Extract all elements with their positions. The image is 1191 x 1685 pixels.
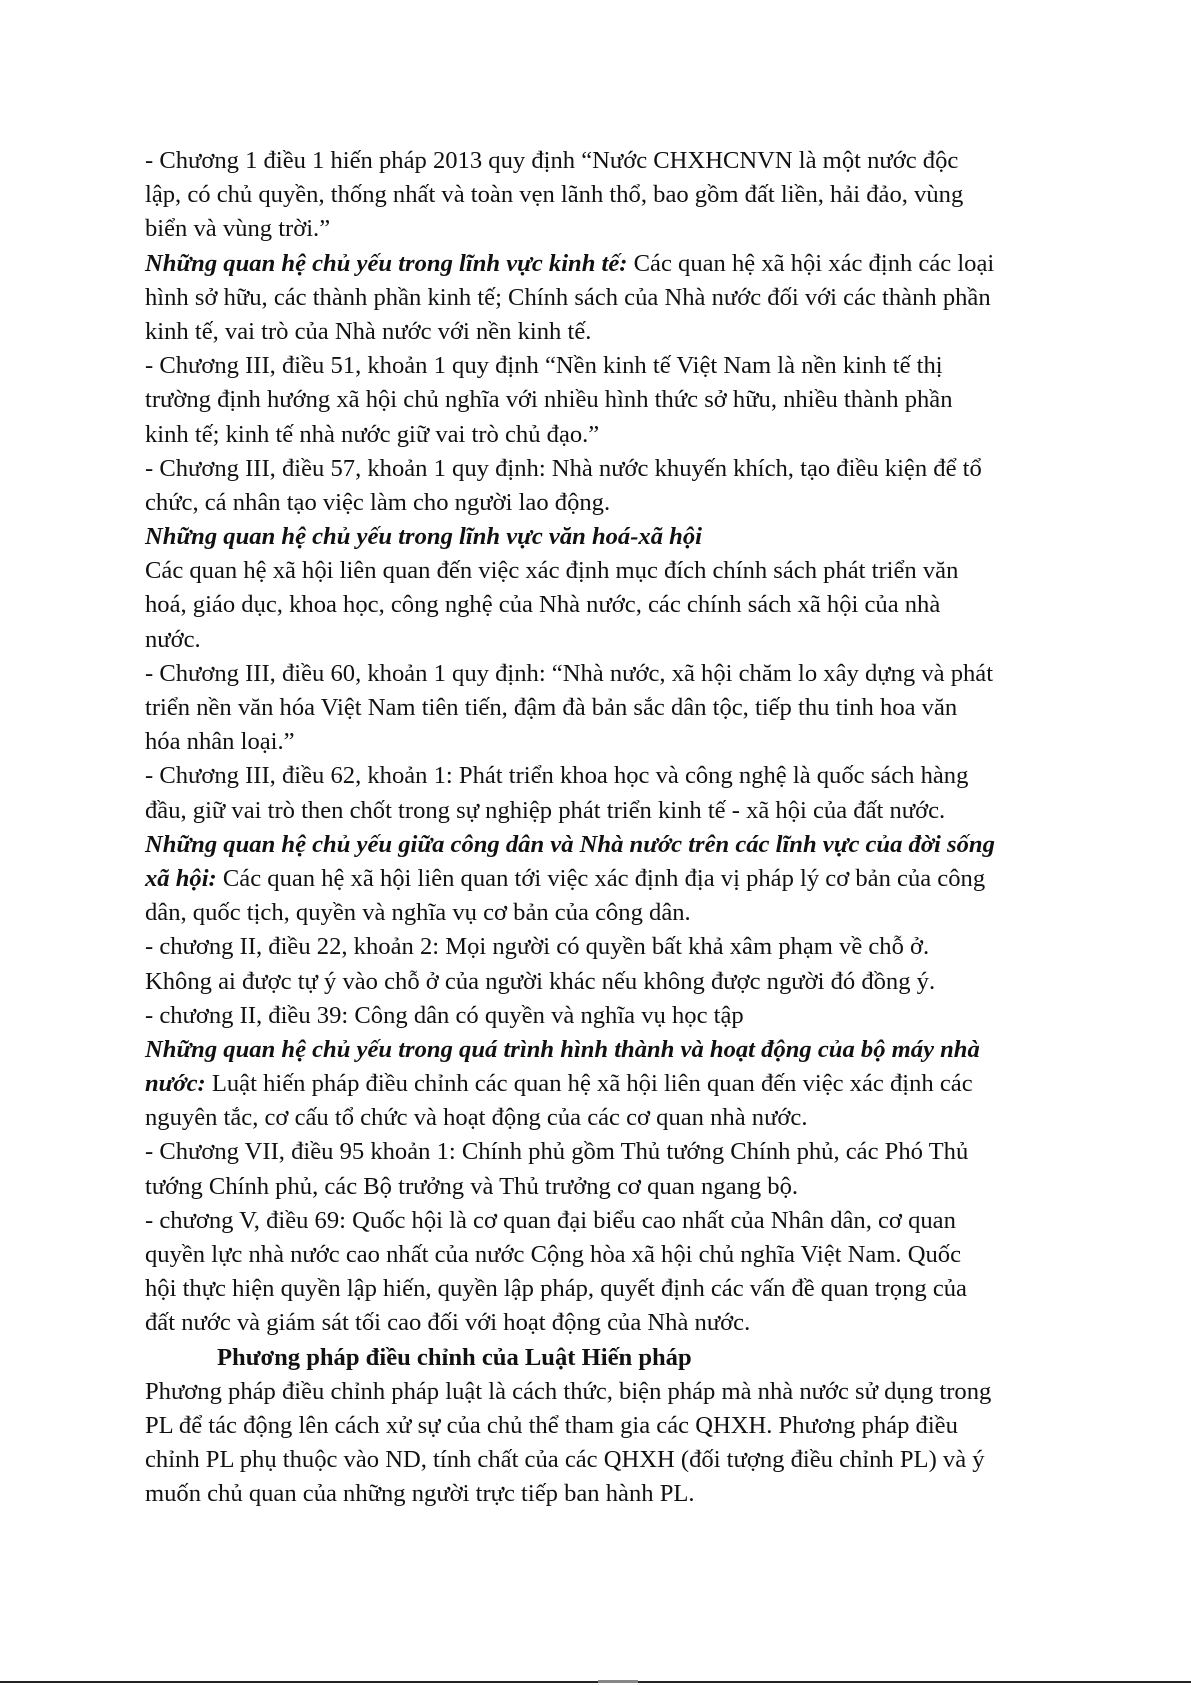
text-line [145, 999, 1075, 1033]
text-line [145, 725, 1075, 759]
text-line [145, 520, 1075, 554]
heading-text: Những quan hệ chủ yếu trong lĩnh vực văn hoá-xã hội [145, 523, 702, 551]
body-text: - Chương 1 điều 1 hiến pháp 2013 quy định “Nước CHXHCNVN là một nước độc [145, 147, 959, 174]
text-line [145, 178, 1075, 212]
body-text: tướng Chính phủ, các Bộ trưởng và Thủ trưởng cơ quan ngang bộ. [145, 1172, 799, 1200]
footer-mark [598, 1680, 638, 1683]
body-text: Luật hiến pháp điều chỉnh các quan hệ xã hội liên quan đến việc xác định các [205, 1070, 973, 1098]
text-line [145, 383, 1075, 417]
text-line [145, 965, 1075, 999]
heading-text: Những quan hệ chủ yếu giữa công dân và Nhà nước trên các lĩnh vực của đời sống [145, 830, 995, 858]
body-text: dân, quốc tịch, quyền và nghĩa vụ cơ bản của công dân. [145, 899, 691, 927]
text-line [145, 1204, 1075, 1238]
text-line [145, 144, 1075, 178]
body-text: đầu, giữ vai trò then chốt trong sự nghiệp phát triển kinh tế - xã hội của đất nước. [145, 796, 946, 824]
text-line [145, 1443, 1075, 1477]
body-text: triển nền văn hóa Việt Nam tiên tiến, đậm đà bản sắc dân tộc, tiếp thu tinh hoa văn [145, 694, 958, 721]
text-line [145, 315, 1075, 349]
body-text: PL để tác động lên cách xử sự của chủ thể tham gia các QHXH. Phương pháp điều [145, 1411, 958, 1439]
body-text: kinh tế, vai trò của Nhà nước với nền kinh tế. [145, 317, 592, 345]
body-text: - Chương III, điều 51, khoản 1 quy định “Nền kinh tế Việt Nam là nền kinh tế thị [145, 352, 943, 380]
text-line [145, 896, 1075, 930]
body-text: - Chương III, điều 60, khoản 1 quy định: “Nhà nước, xã hội chăm lo xây dựng và phát [145, 659, 994, 687]
heading-text: xã hội: [145, 864, 217, 892]
heading-text: nước: [145, 1070, 206, 1098]
text-line [145, 930, 1075, 964]
body-text: hoá, giáo dục, khoa học, công nghệ của Nhà nước, các chính sách xã hội của nhà [145, 591, 941, 619]
body-text: chức, cá nhân tạo việc làm cho người lao động. [145, 488, 611, 516]
text-line [145, 759, 1075, 793]
text-line [145, 862, 1075, 896]
text-line [145, 1067, 1075, 1101]
body-text: kinh tế; kinh tế nhà nước giữ vai trò chủ đạo.” [145, 420, 600, 448]
body-text: - chương II, điều 39: Công dân có quyền và nghĩa vụ học tập [145, 1001, 744, 1029]
body-text: Phương pháp điều chỉnh pháp luật là cách thức, biện pháp mà nhà nước sử dụng trong [145, 1377, 992, 1405]
text-line [145, 623, 1075, 657]
text-line [145, 281, 1075, 315]
document-page [145, 144, 1075, 1512]
text-line [145, 486, 1075, 520]
body-text: nước. [145, 625, 201, 653]
footer-rule [0, 1681, 1191, 1683]
heading-text: Những quan hệ chủ yếu trong lĩnh vực kinh tế: [145, 249, 628, 277]
text-line [145, 349, 1075, 383]
text-line [145, 1033, 1075, 1067]
heading-text: Phương pháp điều chỉnh của Luật Hiến pháp [217, 1343, 692, 1371]
body-text: biển và vùng trời.” [145, 215, 331, 243]
body-text: lập, có chủ quyền, thống nhất và toàn vẹn lãnh thổ, bao gồm đất liền, hải đảo, vùng [145, 181, 964, 209]
body-text: trường định hướng xã hội chủ nghĩa với nhiều hình thức sở hữu, nhiều thành phần [145, 386, 953, 414]
body-text: chỉnh PL phụ thuộc vào ND, tính chất của các QHXH (đối tượng điều chỉnh PL) và ý [145, 1446, 985, 1474]
text-line [145, 1409, 1075, 1443]
text-line [145, 1306, 1075, 1340]
text-line [145, 1101, 1075, 1135]
text-line [145, 588, 1075, 622]
body-text: Các quan hệ xã hội xác định các loại [627, 249, 995, 277]
text-line [145, 212, 1075, 246]
text-line [145, 691, 1075, 725]
text-line [145, 1135, 1075, 1169]
text-line [145, 1272, 1075, 1306]
text-line [145, 418, 1075, 452]
text-line [145, 247, 1075, 281]
text-line [145, 452, 1075, 486]
body-text: - Chương III, điều 62, khoản 1: Phát triển khoa học và công nghệ là quốc sách hàng [145, 762, 969, 790]
text-line [145, 554, 1075, 588]
body-text: muốn chủ quan của những người trực tiếp ban hành PL. [145, 1480, 695, 1508]
body-text: hình sở hữu, các thành phần kinh tế; Chính sách của Nhà nước đối với các thành phần [145, 283, 991, 311]
text-line [145, 1238, 1075, 1272]
text-line [145, 1477, 1075, 1511]
text-line [145, 1170, 1075, 1204]
body-text: - Chương III, điều 57, khoản 1 quy định: Nhà nước khuyến khích, tạo điều kiện để tổ [145, 454, 982, 482]
body-text: - chương II, điều 22, khoản 2: Mọi người có quyền bất khả xâm phạm về chỗ ở. [145, 933, 930, 961]
text-line [145, 794, 1075, 828]
text-line [145, 828, 1075, 862]
body-text: nguyên tắc, cơ cấu tổ chức và hoạt động của các cơ quan nhà nước. [145, 1104, 808, 1132]
body-text: Các quan hệ xã hội liên quan tới việc xác định địa vị pháp lý cơ bản của công [216, 864, 986, 892]
body-text: Các quan hệ xã hội liên quan đến việc xác định mục đích chính sách phát triển văn [145, 557, 959, 585]
body-text: quyền lực nhà nước cao nhất của nước Cộng hòa xã hội chủ nghĩa Việt Nam. Quốc [145, 1241, 962, 1268]
body-text: đất nước và giám sát tối cao đối với hoạt động của Nhà nước. [145, 1309, 751, 1337]
heading-text: Những quan hệ chủ yếu trong quá trình hình thành và hoạt động của bộ máy nhà [145, 1035, 980, 1063]
body-text: hóa nhân loại.” [145, 728, 295, 756]
body-text: hội thực hiện quyền lập hiến, quyền lập pháp, quyết định các vấn đề quan trọng của [145, 1275, 967, 1303]
text-line [145, 1375, 1075, 1409]
text-line [145, 657, 1075, 691]
body-text: - Chương VII, điều 95 khoản 1: Chính phủ gồm Thủ tướng Chính phủ, các Phó Thủ [145, 1138, 969, 1166]
body-text: Không ai được tự ý vào chỗ ở của người khác nếu không được người đó đồng ý. [145, 967, 936, 995]
body-text: - chương V, điều 69: Quốc hội là cơ quan đại biểu cao nhất của Nhân dân, cơ quan [145, 1206, 956, 1234]
text-line [145, 1341, 1075, 1375]
